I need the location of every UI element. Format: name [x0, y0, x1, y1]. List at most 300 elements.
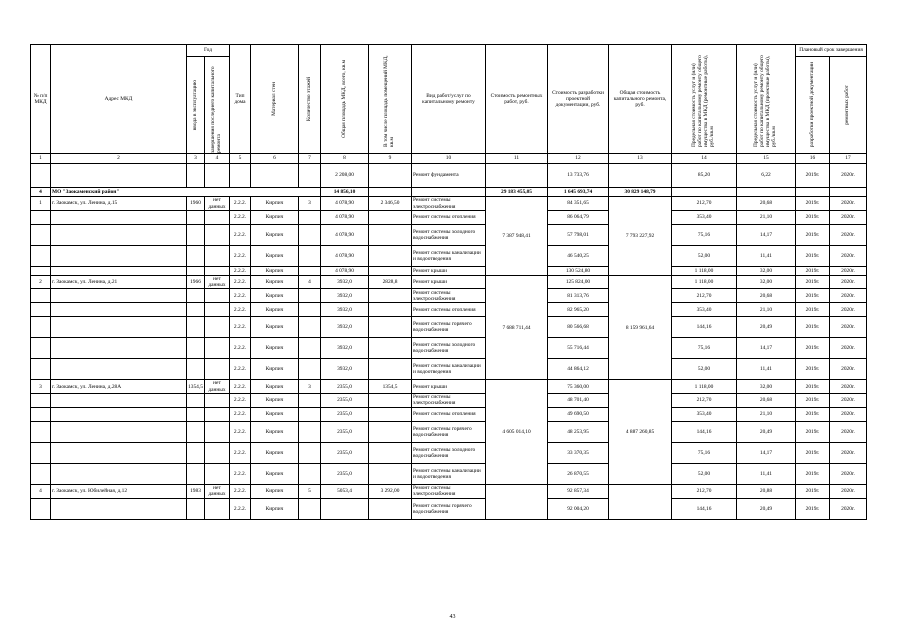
cell-year-built [187, 289, 205, 303]
cell-limit-design: 20,68 [737, 197, 796, 211]
cell-design: 130 524,80 [548, 267, 609, 276]
cell-area: 3932,0 [321, 338, 369, 359]
cell-year-repair: 2020г. [830, 211, 867, 225]
cell-material: Кирпич [251, 393, 299, 407]
cell-year-repair: 2020г. [830, 393, 867, 407]
cell-material: Кирпич [251, 303, 299, 317]
cell-year-design: 2019г. [796, 211, 830, 225]
cell-last-repair [205, 442, 230, 463]
cell-year-design: 2019г. [796, 338, 830, 359]
cell-floors: 4 [299, 276, 321, 289]
cell-design: 125 824,00 [548, 276, 609, 289]
cell-material: Кирпич [251, 463, 299, 484]
cell-year-built [187, 317, 205, 338]
cell-premises-area [369, 442, 412, 463]
cell-material: Кирпич [251, 484, 299, 498]
table-row [31, 289, 867, 303]
cell-num [31, 289, 51, 303]
cell-address [51, 303, 187, 317]
cell-area: 2355,0 [321, 421, 369, 442]
cell-design: 46 540,25 [548, 246, 609, 267]
cell-year-repair: 2020г. [830, 225, 867, 246]
cell-year-design: 2019г. [796, 303, 830, 317]
cell-last-repair: нет данных [205, 197, 230, 211]
cell-limit-repair: 1 118,00 [672, 267, 737, 276]
table-row [31, 225, 867, 246]
header-type: Тип дома [230, 45, 251, 154]
cell-work: Ремонт системы канализации и водоотведения [412, 246, 486, 267]
cell-last-repair [205, 289, 230, 303]
cell-design: 92 857,34 [548, 484, 609, 498]
cell-limit-repair: 353,40 [672, 211, 737, 225]
cell-limit-design: 32,00 [737, 380, 796, 393]
cell-area: 2 208,00 [321, 164, 369, 188]
cell-last-repair [205, 225, 230, 246]
cell-house-type: 2.2.2. [230, 197, 251, 211]
table-row [31, 303, 867, 317]
cell-year-design: 2019г. [796, 317, 830, 338]
cell-premises-area [369, 421, 412, 442]
header-total-cost: Общая стоимость капитального ремонта, руб. [609, 45, 672, 154]
cell-floors [299, 442, 321, 463]
cell-limit-design: 14,17 [737, 225, 796, 246]
cell-limit-design: 20,88 [737, 484, 796, 498]
cell-year-built [187, 225, 205, 246]
cell-num [31, 393, 51, 407]
cell-limit-design: 14,17 [737, 338, 796, 359]
cell-area: 2355,0 [321, 393, 369, 407]
cell-year-design: 2019г. [796, 442, 830, 463]
cell-floors [299, 211, 321, 225]
cell-total-cost [609, 484, 672, 519]
cell-year-built: 1960 [187, 197, 205, 211]
cell-floors [299, 225, 321, 246]
cell-material: Кирпич [251, 267, 299, 276]
table-row [31, 197, 867, 211]
cell-year-repair: 2020г. [830, 338, 867, 359]
cell-num [31, 338, 51, 359]
cell-work: Ремонт системы электроснабжения [412, 393, 486, 407]
cell-area: 2355,0 [321, 463, 369, 484]
cell-work: Ремонт системы холодного водоснабжения [412, 442, 486, 463]
cell-area: 3932,0 [321, 303, 369, 317]
cell-year-built: 1354,5 [187, 380, 205, 393]
cell-limit-design: 14,17 [737, 442, 796, 463]
cell-design: 55 716,44 [548, 338, 609, 359]
table-row [31, 164, 867, 188]
cell-house-type: 2.2.2. [230, 289, 251, 303]
cell-year-design: 2019г. [796, 393, 830, 407]
cell-design: 48 701,40 [548, 393, 609, 407]
cell-area: 3932,0 [321, 289, 369, 303]
cell-premises-area [369, 246, 412, 267]
cell-premises-area [369, 225, 412, 246]
column-number: 10 [412, 154, 486, 164]
cell-limit-repair: 75,16 [672, 338, 737, 359]
cell-year-design: 2019г. [796, 246, 830, 267]
cell-year-repair: 2020г. [830, 164, 867, 188]
cell-year-repair: 2020г. [830, 197, 867, 211]
cell-num [31, 421, 51, 442]
header-year: Год [187, 45, 230, 57]
cell-year-repair: 2020г. [830, 407, 867, 421]
cell-repair-cost: 7 387 948,41 [486, 197, 548, 276]
cell-year-built [187, 359, 205, 380]
cell-address [51, 317, 187, 338]
cell-address: г. Заокамск, ул. Ленина, д.28А [51, 380, 187, 393]
cell-year-design: 2019г. [796, 267, 830, 276]
cell-area: 3932,0 [321, 317, 369, 338]
cell-premises-area [369, 303, 412, 317]
cell-total-cost: 7 793 227,92 [609, 197, 672, 276]
cell-limit-design: 21,10 [737, 303, 796, 317]
district-name: МО "Заокаменский район" [51, 188, 321, 197]
cell-year-repair: 2020г. [830, 484, 867, 498]
page-number: 43 [449, 614, 456, 620]
cell-address [51, 289, 187, 303]
cell-premises-area [369, 407, 412, 421]
cell-area: 4 078,90 [321, 197, 369, 211]
cell-limit-design: 20,68 [737, 393, 796, 407]
cell-address [51, 442, 187, 463]
column-number: 5 [230, 154, 251, 164]
district-total: 30 829 148,79 [609, 188, 672, 197]
cell-repair-cost [486, 484, 548, 519]
cell-design: 57 798,01 [548, 225, 609, 246]
cell-year-design: 2019г. [796, 484, 830, 498]
column-number: 3 [187, 154, 205, 164]
cell-year-built: 1983 [187, 484, 205, 498]
cell-last-repair [205, 463, 230, 484]
cell-limit-design: 20,49 [737, 498, 796, 519]
cell-limit-design: 21,10 [737, 407, 796, 421]
cell-last-repair [205, 267, 230, 276]
cell-floors [299, 303, 321, 317]
table-body [31, 164, 867, 520]
header-total-area: Общая площадь МКД, всего, кв.м [321, 45, 369, 154]
table-row [31, 421, 867, 442]
cell-year-built [187, 393, 205, 407]
cell-work: Ремонт системы холодного водоснабжения [412, 225, 486, 246]
cell-material: Кирпич [251, 289, 299, 303]
cell-house-type: 2.2.2. [230, 359, 251, 380]
cell-last-repair [205, 317, 230, 338]
cell-area: 3932,0 [321, 359, 369, 380]
cell-material: Кирпич [251, 225, 299, 246]
cell-house-type: 2.2.2. [230, 463, 251, 484]
cell-repair-cost: 4 605 014,10 [486, 380, 548, 484]
table-row [31, 393, 867, 407]
cell-last-repair: нет данных [205, 276, 230, 289]
cell-limit-repair: 52,00 [672, 246, 737, 267]
cell-year-built [187, 338, 205, 359]
cell-premises-area [369, 498, 412, 519]
cell-address [51, 393, 187, 407]
column-number: 2 [51, 154, 187, 164]
cell-house-type: 2.2.2. [230, 338, 251, 359]
column-number: 4 [205, 154, 230, 164]
cell-num [31, 442, 51, 463]
table-row [31, 407, 867, 421]
cell-house-type: 2.2.2. [230, 442, 251, 463]
cell-num [31, 407, 51, 421]
cell-year-built [187, 442, 205, 463]
cell-last-repair [205, 303, 230, 317]
cell-premises-area: 2 346,50 [369, 197, 412, 211]
table-row [31, 276, 867, 289]
cell-work: Ремонт системы горячего водоснабжения [412, 498, 486, 519]
cell-num: 1 [31, 197, 51, 211]
cell-house-type: 2.2.2. [230, 421, 251, 442]
cell-material: Кирпич [251, 246, 299, 267]
cell-house-type: 2.2.2. [230, 246, 251, 267]
cell-num [31, 317, 51, 338]
header-last-repair: завершения последнего капитального ремонта [205, 57, 230, 154]
cell-premises-area [369, 393, 412, 407]
cell-work: Ремонт системы холодного водоснабжения [412, 338, 486, 359]
district-area: 14 856,10 [321, 188, 369, 197]
cell-house-type: 2.2.2. [230, 393, 251, 407]
cell-last-repair [205, 211, 230, 225]
column-number: 11 [486, 154, 548, 164]
cell-year-design: 2019г. [796, 276, 830, 289]
header-plan-repair: ремонтных работ [830, 57, 867, 154]
header-material: Материал стен [251, 45, 299, 154]
column-number: 12 [548, 154, 609, 164]
cell-year-repair: 2020г. [830, 463, 867, 484]
cell-year-design: 2019г. [796, 197, 830, 211]
cell-address [51, 359, 187, 380]
capital-repair-table [30, 44, 867, 520]
header-repair-cost: Стоимость ремонтных работ, руб. [486, 45, 548, 154]
header-design-cost: Стоимость разработки проектной документации, руб. [548, 45, 609, 154]
column-number: 9 [369, 154, 412, 164]
cell-premises-area: 3 292,00 [369, 484, 412, 498]
cell-limit-repair: 75,16 [672, 225, 737, 246]
table-row [31, 380, 867, 393]
cell-num [31, 246, 51, 267]
header-plan-design: разработки проектной документации [796, 57, 830, 154]
cell-work: Ремонт системы канализации и водоотведения [412, 463, 486, 484]
cell-design: 48 253,95 [548, 421, 609, 442]
cell-repair-cost: 7 688 711,44 [486, 276, 548, 380]
cell-year-design: 2019г. [796, 463, 830, 484]
cell-area: 2355,0 [321, 407, 369, 421]
cell-year-built [187, 246, 205, 267]
cell-design: 82 965,20 [548, 303, 609, 317]
cell-floors [299, 246, 321, 267]
cell-num [31, 267, 51, 276]
cell-work: Ремонт системы электроснабжения [412, 289, 486, 303]
cell-limit-repair: 52,00 [672, 463, 737, 484]
cell-floors [299, 463, 321, 484]
cell-work: Ремонт системы отопления [412, 407, 486, 421]
cell-address [51, 407, 187, 421]
cell-design: 81 313,76 [548, 289, 609, 303]
cell-material: Кирпич [251, 211, 299, 225]
cell-year-repair: 2020г. [830, 303, 867, 317]
cell-work: Ремонт системы канализации и водоотведения [412, 359, 486, 380]
cell-limit-repair: 353,40 [672, 407, 737, 421]
cell-premises-area: 1354,5 [369, 380, 412, 393]
cell-address [51, 225, 187, 246]
cell-floors [299, 317, 321, 338]
cell-premises-area: 2828,8 [369, 276, 412, 289]
cell-floors [299, 407, 321, 421]
cell-year-repair: 2020г. [830, 289, 867, 303]
cell-floors: 3 [299, 197, 321, 211]
cell-address: г. Заокамск, ул. Юбилейная, д.12 [51, 484, 187, 498]
column-number: 16 [796, 154, 830, 164]
column-number: 8 [321, 154, 369, 164]
cell-year-design: 2019г. [796, 164, 830, 188]
header-plan: Плановый срок завершения [796, 45, 867, 57]
cell-house-type: 2.2.2. [230, 484, 251, 498]
header-work-type: Вид работ/услуг по капитальному ремонту [412, 45, 486, 154]
cell-limit-repair: 144,16 [672, 498, 737, 519]
cell-material: Кирпич [251, 498, 299, 519]
cell-num: 4 [31, 484, 51, 498]
cell-limit-design: 6,22 [737, 164, 796, 188]
cell-num: 2 [31, 276, 51, 289]
cell-floors [299, 498, 321, 519]
cell-material: Кирпич [251, 380, 299, 393]
cell-last-repair [205, 498, 230, 519]
cell-material: Кирпич [251, 407, 299, 421]
cell-address [51, 421, 187, 442]
cell-premises-area [369, 289, 412, 303]
header-commissioning: ввода в эксплуатацию [187, 57, 205, 154]
cell-premises-area [369, 267, 412, 276]
cell-area: 2355,0 [321, 380, 369, 393]
cell-year-design: 2019г. [796, 498, 830, 519]
cell-premises-area [369, 338, 412, 359]
cell-work: Ремонт системы электроснабжения [412, 484, 486, 498]
cell-limit-design: 21,10 [737, 211, 796, 225]
cell-limit-repair: 212,70 [672, 197, 737, 211]
header-limit-design: Предельная стоимость услуг и (или) работ по капитальному ремонту общего имущества в МКД (проектные работы), руб./кв.м [737, 45, 796, 154]
cell-floors [299, 421, 321, 442]
cell-house-type: 2.2.2. [230, 267, 251, 276]
column-number: 6 [251, 154, 299, 164]
cell-design: 75 360,00 [548, 380, 609, 393]
cell-material: Кирпич [251, 359, 299, 380]
header-premises-area: В том числе площадь помещений МКД, кв.м [369, 45, 412, 154]
cell-premises-area [369, 317, 412, 338]
cell-year-design: 2019г. [796, 421, 830, 442]
cell-design: 26 870,55 [548, 463, 609, 484]
cell-num [31, 498, 51, 519]
cell-premises-area [369, 211, 412, 225]
cell-house-type: 2.2.2. [230, 211, 251, 225]
cell-year-built [187, 211, 205, 225]
cell-address [51, 211, 187, 225]
cell-work: Ремонт крыши [412, 267, 486, 276]
cell-limit-design: 20,68 [737, 289, 796, 303]
cell-address [51, 463, 187, 484]
cell-year-repair: 2020г. [830, 359, 867, 380]
cell-area: 4 078,90 [321, 246, 369, 267]
cell-design: 13 733,76 [548, 164, 609, 188]
cell-num [31, 359, 51, 380]
cell-area: 4 078,90 [321, 225, 369, 246]
cell-limit-design: 20,49 [737, 317, 796, 338]
district-repair: 29 183 455,05 [486, 188, 548, 197]
cell-premises-area [369, 463, 412, 484]
table-row [31, 463, 867, 484]
cell-limit-design: 20,49 [737, 421, 796, 442]
table-row [31, 359, 867, 380]
cell-year-repair: 2020г. [830, 246, 867, 267]
cell-floors [299, 393, 321, 407]
cell-house-type: 2.2.2. [230, 380, 251, 393]
cell-area: 2355,0 [321, 442, 369, 463]
cell-last-repair [205, 246, 230, 267]
cell-area: 3932,0 [321, 276, 369, 289]
cell-limit-repair: 52,00 [672, 359, 737, 380]
cell-last-repair [205, 421, 230, 442]
cell-work: Ремонт крыши [412, 276, 486, 289]
cell-year-repair: 2020г. [830, 442, 867, 463]
district-row [31, 188, 867, 197]
table-row [31, 498, 867, 519]
cell-total-cost: 8 159 961,64 [609, 276, 672, 380]
cell-limit-repair: 353,40 [672, 303, 737, 317]
header-floors: Количество этажей [299, 45, 321, 154]
cell-design: 84 351,65 [548, 197, 609, 211]
table-row [31, 317, 867, 338]
cell-material: Кирпич [251, 317, 299, 338]
cell-num [31, 463, 51, 484]
cell-year-repair: 2020г. [830, 267, 867, 276]
cell-num: 3 [31, 380, 51, 393]
district-design: 1 645 693,74 [548, 188, 609, 197]
cell-house-type: 2.2.2. [230, 407, 251, 421]
cell-address [51, 246, 187, 267]
cell-work: Ремонт системы электроснабжения [412, 197, 486, 211]
cell-house-type: 2.2.2. [230, 303, 251, 317]
cell-limit-repair: 85,20 [672, 164, 737, 188]
table-row [31, 246, 867, 267]
column-number: 14 [672, 154, 737, 164]
cell-floors [299, 359, 321, 380]
cell-limit-design: 11,41 [737, 246, 796, 267]
cell-year-repair: 2020г. [830, 276, 867, 289]
cell-design: 86 064,79 [548, 211, 609, 225]
cell-floors: 5 [299, 484, 321, 498]
cell-house-type: 2.2.2. [230, 225, 251, 246]
cell-address [51, 498, 187, 519]
cell-last-repair: нет данных [205, 380, 230, 393]
cell-last-repair [205, 359, 230, 380]
table-row [31, 338, 867, 359]
cell-area: 4 078,90 [321, 267, 369, 276]
cell-address: г. Заокамск, ул. Ленина, д.21 [51, 276, 187, 289]
cell-floors [299, 267, 321, 276]
district-num: 4 [31, 188, 51, 197]
cell-year-repair: 2020г. [830, 380, 867, 393]
cell-limit-design: 11,41 [737, 359, 796, 380]
cell-limit-repair: 1 118,00 [672, 276, 737, 289]
header-num: № п/п МКД [31, 45, 51, 154]
table-row [31, 267, 867, 276]
cell-design: 44 864,12 [548, 359, 609, 380]
header-limit-repair: Предельная стоимость услуг и (или) работ по капитальному ремонту общего имущества в МКД (ремонтные работы), руб./кв.м [672, 45, 737, 154]
cell-last-repair: нет данных [205, 484, 230, 498]
cell-address [51, 267, 187, 276]
cell-year-built [187, 498, 205, 519]
cell-year-built [187, 267, 205, 276]
